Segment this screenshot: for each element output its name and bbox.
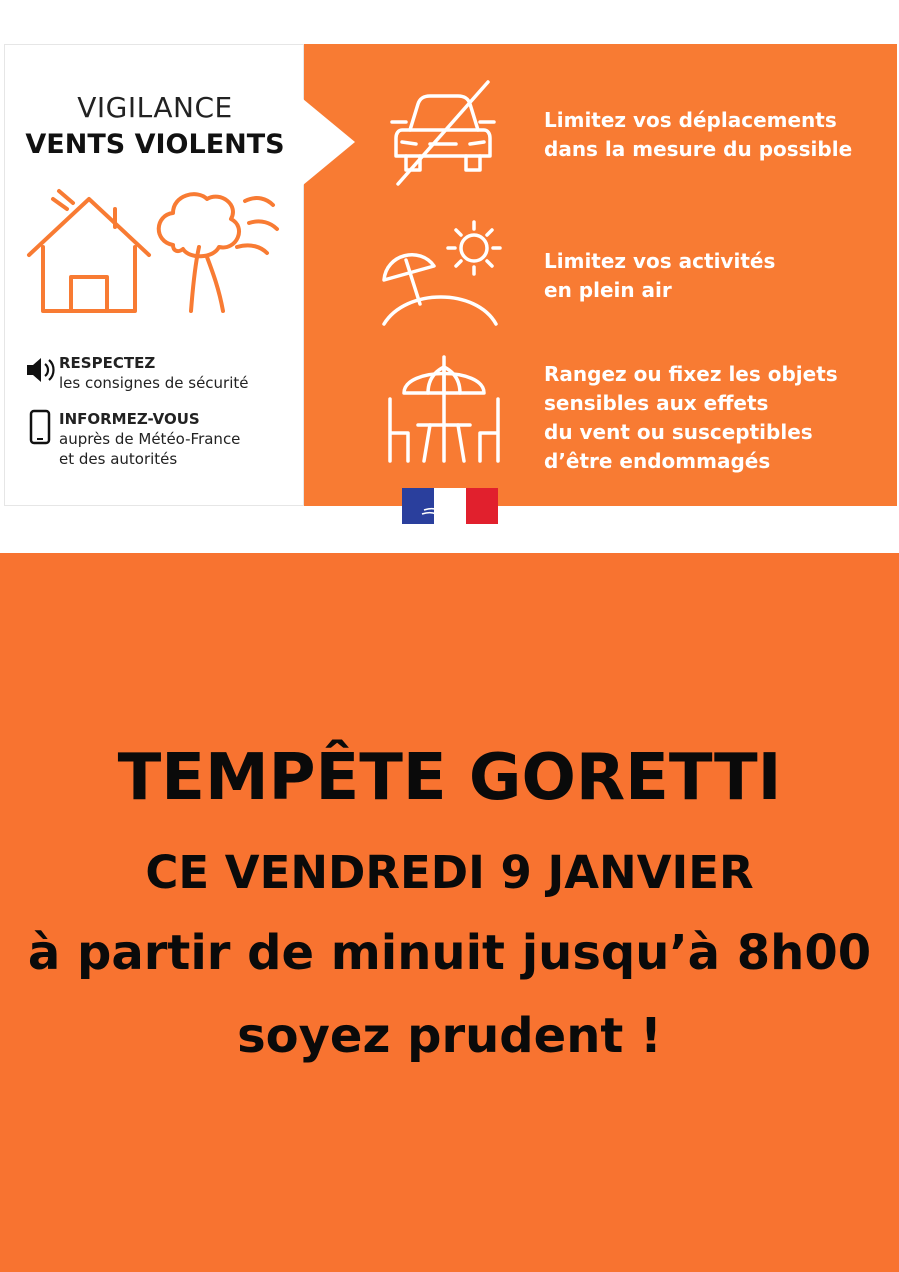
action-text-objects: Rangez ou fixez les objets sensibles aux effets du vent ou susceptibles d’être endommagés (544, 362, 838, 473)
vigilance-panel (4, 44, 304, 506)
phone-icon (25, 409, 59, 445)
alert-title: TEMPÊTE GORETTI (117, 741, 782, 815)
no-car-icon (388, 80, 498, 190)
patio-table-umbrella-icon (384, 349, 504, 469)
alert-time: à partir de minuit jusqu’à 8h00 (27, 925, 872, 981)
action-text-outdoor: Limitez vos activités en plein air (544, 249, 776, 302)
inform-text: auprès de Météo-France et des autorités (59, 430, 241, 468)
house-tree-wind-icon (23, 185, 285, 325)
respect-row (25, 353, 249, 393)
vigilance-title: VIGILANCE (77, 91, 233, 124)
panel-arrow (303, 99, 355, 185)
inform-label: INFORMEZ-VOUS (59, 410, 200, 428)
action-text-travel: Limitez vos déplacements dans la mesure du possible (544, 108, 853, 161)
speaker-icon (25, 353, 59, 389)
vigilance-banner (4, 44, 897, 506)
alert-date: CE VENDREDI 9 JANVIER (145, 846, 754, 899)
inform-row (25, 409, 240, 469)
respect-text: les consignes de sécurité (59, 374, 249, 392)
storm-alert-box (0, 553, 899, 1272)
respect-label: RESPECTEZ (59, 354, 156, 372)
alert-advice: soyez prudent ! (237, 1008, 662, 1064)
beach-sun-icon (376, 214, 506, 329)
republique-francaise-logo (402, 488, 498, 524)
vigilance-subtitle: VENTS VIOLENTS (25, 129, 285, 160)
